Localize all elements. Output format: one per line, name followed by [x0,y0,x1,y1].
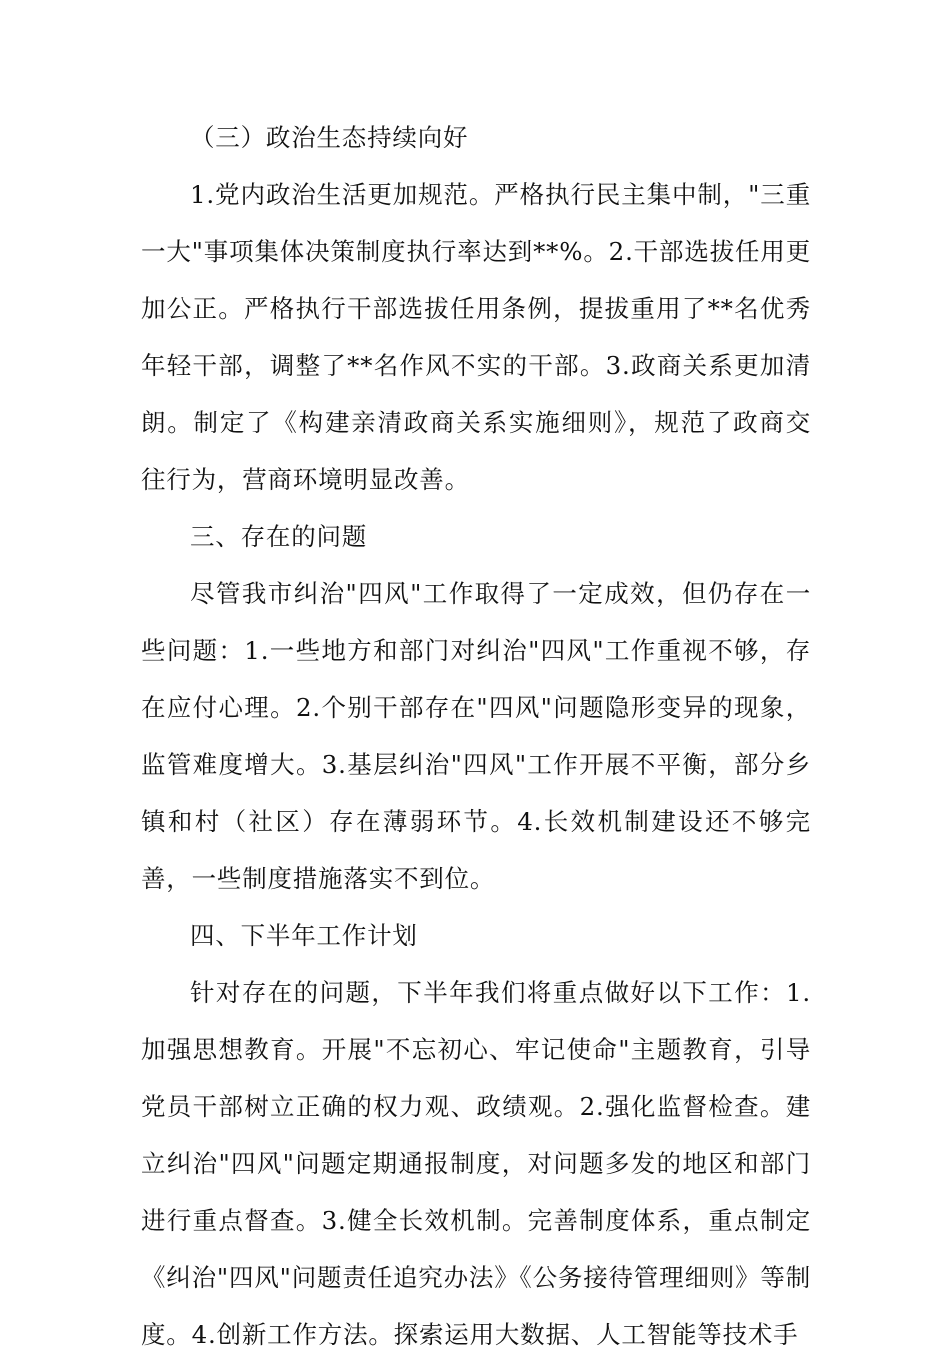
document-body [141,109,811,1363]
section-heading-existing-problems: 三、存在的问题 [190,522,368,551]
section-heading-political-ecology: （三）政治生态持续向好 [190,123,469,152]
paragraph-political-ecology-details: 1.党内政治生活更加规范。严格执行民主集中制，"三重一大"事项集体决策制度执行率达到**%。2.干部选拔任用更加公正。严格执行干部选拔任用条例，提拔重用了**名优秀年轻干部，调整了**名作风不实的干部。3.政商关系更加清朗。制定了《构建亲清政商关系实施细则》，规范了政商交往行为，营商环境明显改善。 [141,180,811,494]
section-heading-work-plan: 四、下半年工作计划 [190,921,418,950]
paragraph-existing-problems: 尽管我市纠治"四风"工作取得了一定成效，但仍存在一些问题：1.一些地方和部门对纠治"四风"工作重视不够，存在应付心理。2.个别干部存在"四风"问题隐形变异的现象，监管难度增大。3.基层纠治"四风"工作开展不平衡，部分乡镇和村（社区）存在薄弱环节。4.长效机制建设还不够完善，一些制度措施落实不到位。 [141,579,811,893]
paragraph-work-plan: 针对存在的问题，下半年我们将重点做好以下工作：1.加强思想教育。开展"不忘初心、牢记使命"主题教育，引导党员干部树立正确的权力观、政绩观。2.强化监督检查。建立纠治"四风"问题定期通报制度，对问题多发的地区和部门进行重点督查。3.健全长效机制。完善制度体系，重点制定《纠治"四风"问题责任追究办法》《公务接待管理细则》等制度。4.创新工作方法。探索运用大数据、人工智能等技术手 [141,978,811,1349]
